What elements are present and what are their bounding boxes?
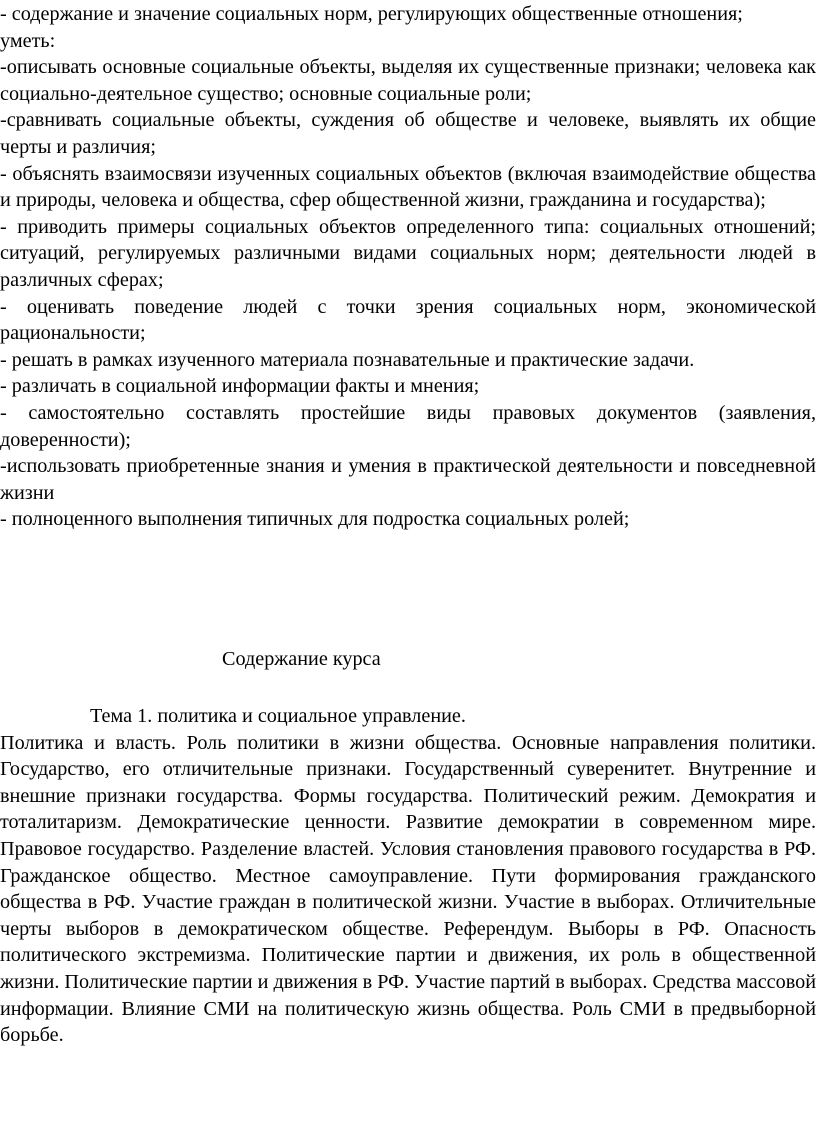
topic-title: Тема 1. политика и социальное управление. bbox=[90, 705, 466, 727]
skills-list bbox=[0, 1, 816, 533]
skill-item: - содержание и значение социальных норм, регулирующих общественные отношения; bbox=[0, 3, 743, 25]
skill-item: - полноценного выполнения типичных для подростка социальных ролей; bbox=[0, 508, 630, 531]
course-title: Содержание курса bbox=[222, 648, 381, 670]
skill-item: - оценивать поведение людей с точки зрения социальных норм, экономической рациональности; bbox=[0, 295, 816, 345]
skill-item: - самостоятельно составлять простейшие виды правовых документов (заявления, доверенности); bbox=[0, 401, 816, 451]
skill-item: -описывать основные социальные объекты, выделяя их существенные признаки; человека как социально-деятельное существо; основные социальные роли; bbox=[0, 56, 816, 105]
skill-item: -сравнивать социальные объекты, суждения об обществе и человеке, выявлять их общие черты и различия; bbox=[0, 109, 816, 158]
skills-heading: уметь: bbox=[0, 29, 56, 52]
skill-item: - объяснять взаимосвязи изученных социальных объектов (включая взаимодействие общества и природы, человека и общества, сфер общественной жизни, гражданина и государства); bbox=[0, 162, 816, 212]
skill-item: - различать в социальной информации факты и мнения; bbox=[0, 375, 480, 398]
skill-item: -использовать приобретенные знания и умения в практической деятельности и повседневной жизни bbox=[0, 455, 816, 504]
skill-item: - приводить примеры социальных объектов определенного типа: социальных отношений; ситуаций, регулируемых различными видами социальных норм; деятельности людей в различных сферах; bbox=[0, 215, 816, 291]
topic-body: Политика и власть. Роль политики в жизни общества. Основные направления политики. Государство, его отличительные признаки. Государственный суверенитет. Внутренние и внешние признаки государства. Формы государства. Политический режим. Демократия и тоталитаризм. Демократические ценности. Развитие демократии в современном мире. Правовое государство. Разделение властей. Условия становления правового государства в РФ. Гражданское общество. Местное самоуправление. Пути формирования гражданского общества в РФ. Участие граждан в политической жизни. Участие в выборах. Отличительные черты выборов в демократическом обществе. Референдум. Выборы в РФ. Опасность политического экстремизма. Политические партии и движения, их роль в общественной жизни. Политические партии и движения в РФ. Участие партий в выборах. Средства массовой информации. Влияние СМИ на политическую жизнь общества. Роль СМИ в предвыборной борьбе. bbox=[0, 731, 816, 1047]
skill-item: - решать в рамках изученного материала познавательные и практические задачи. bbox=[0, 348, 695, 371]
topic-section bbox=[0, 703, 816, 1049]
